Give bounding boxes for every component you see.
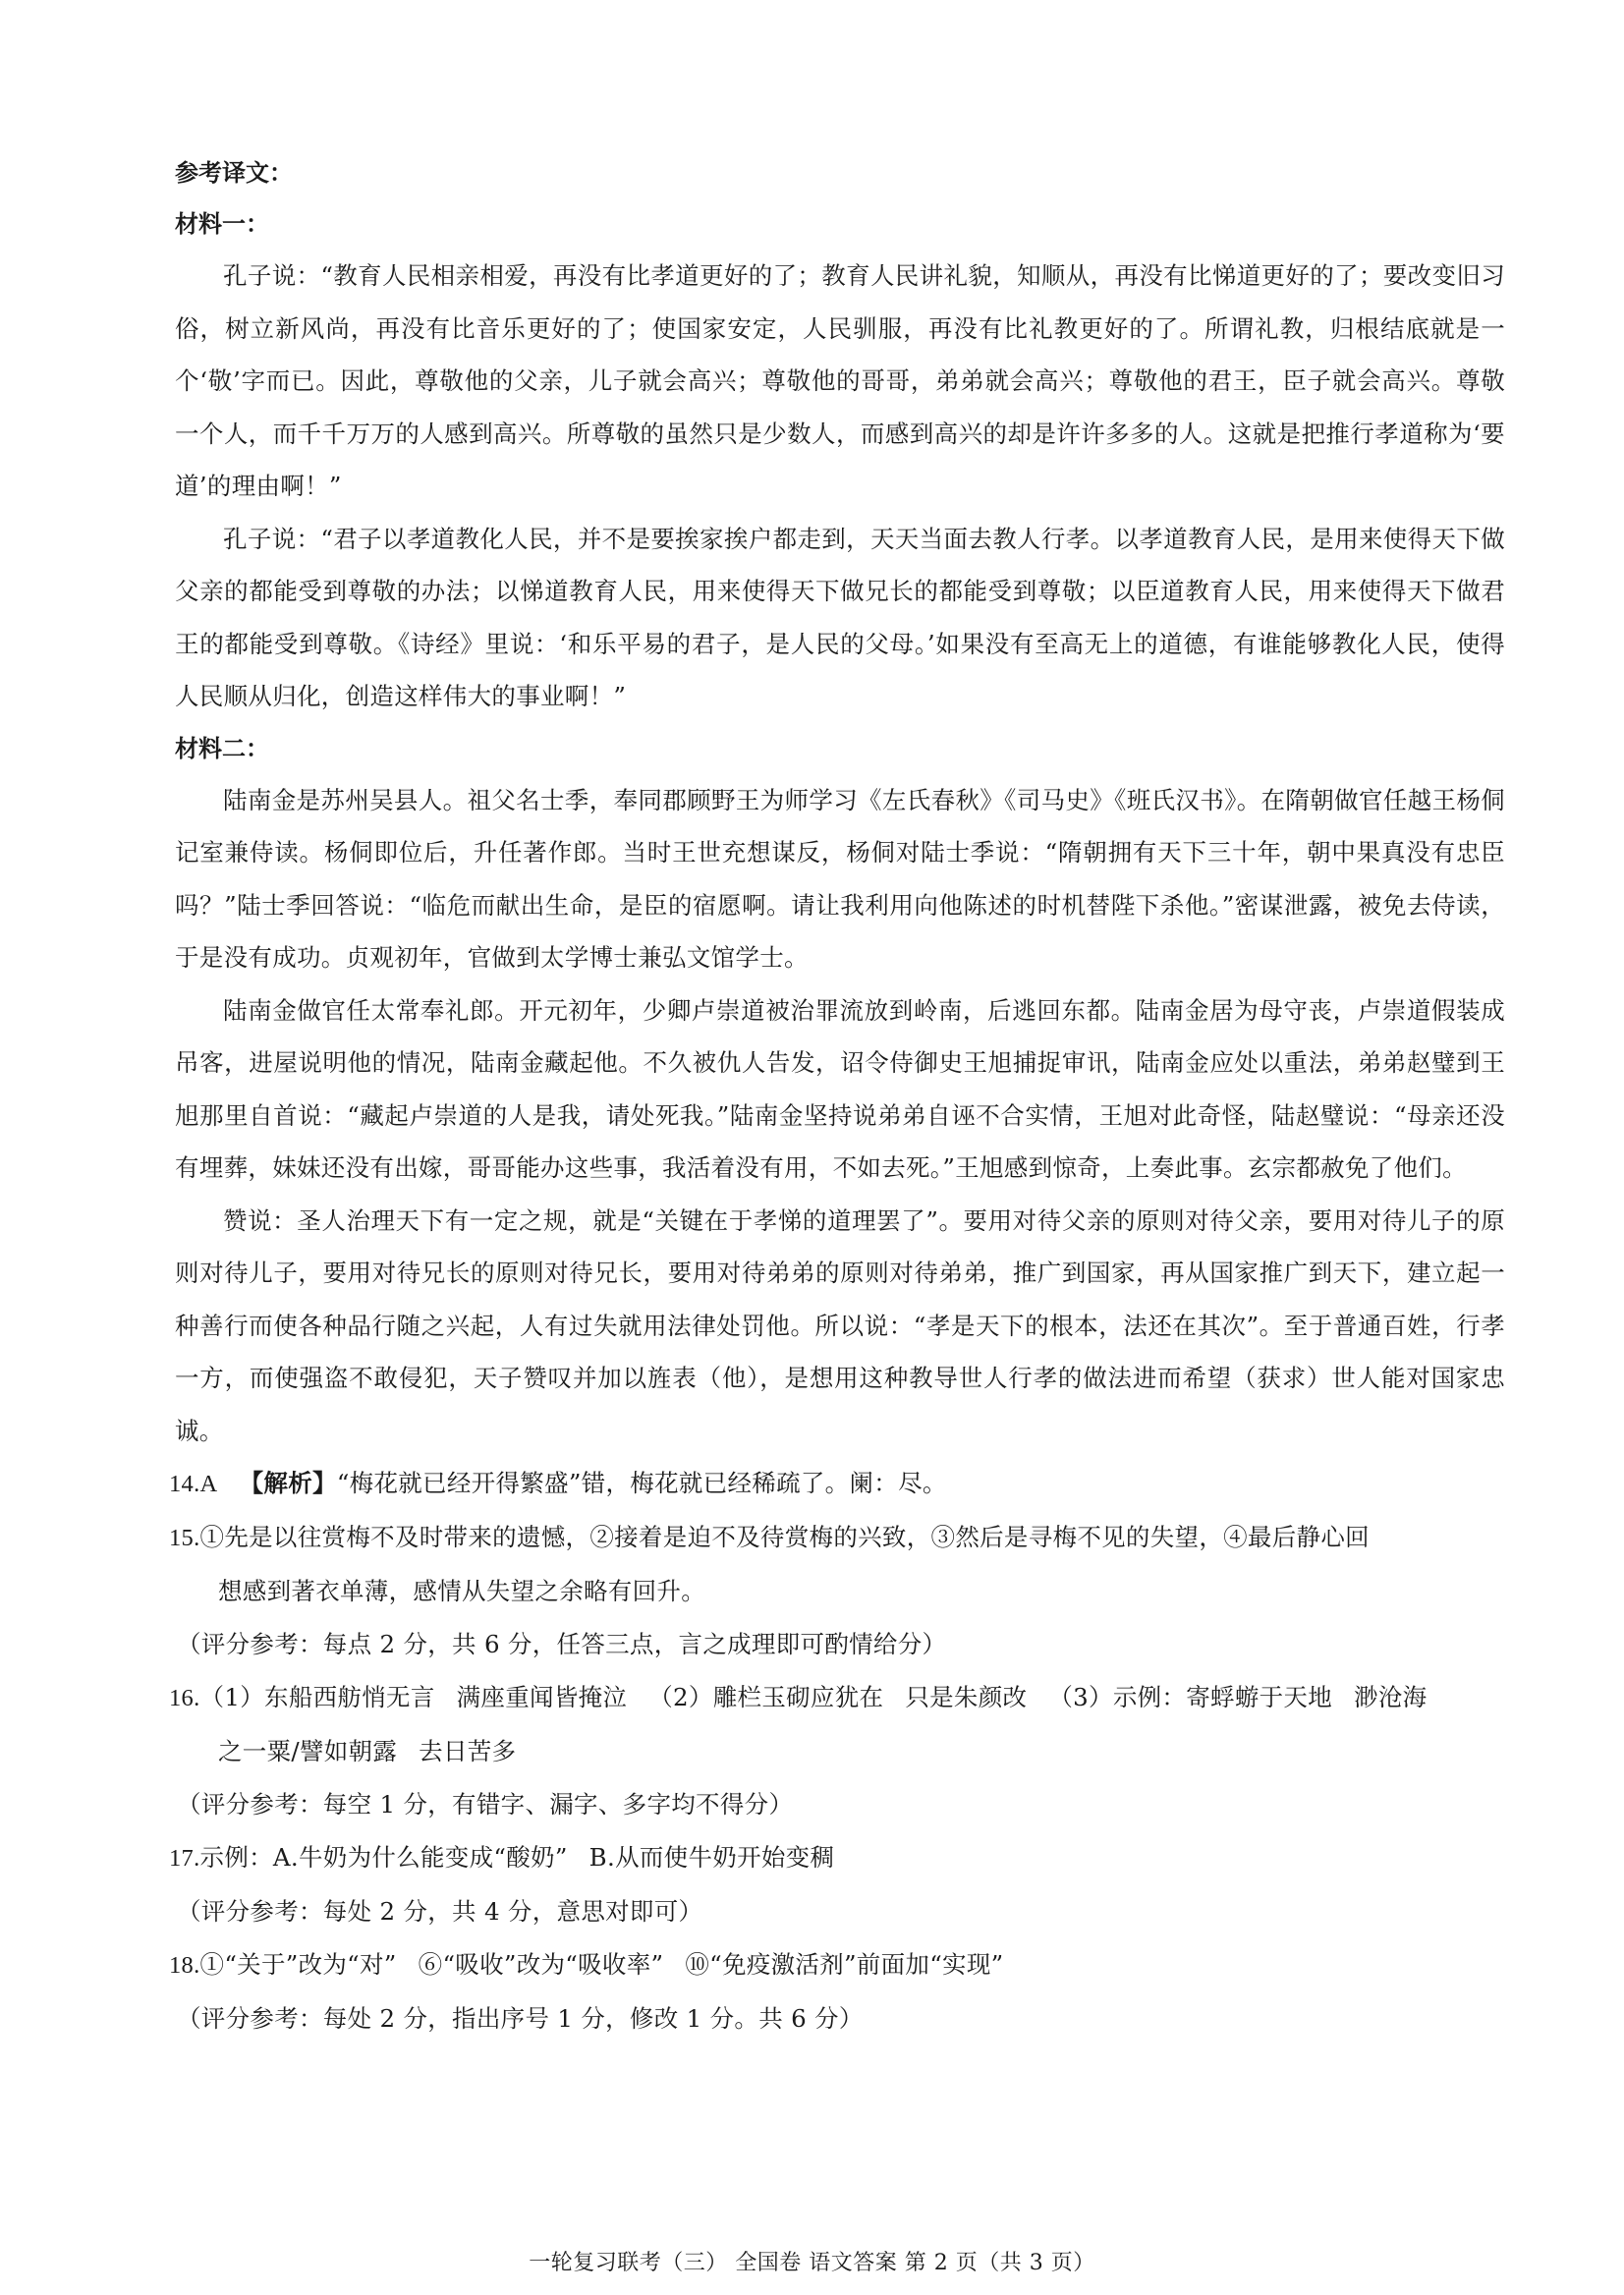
material2-paragraph: 陆南金做官任太常奉礼郎。开元初年，少卿卢崇道被治罪流放到岭南，后逃回东都。陆南金居为母守丧，卢崇道假装成吊客，进屋说明他的情况，陆南金藏起他。不久被仇人告发，诏令侍御史王旭捕捉审讯，陆南金应处以重法，弟弟赵璧到王旭那里自首说：“藏起卢崇道的人是我，请处死我。”陆南金坚持说弟弟自诬不合实情，王旭对此奇怪，陆赵璧说：“母亲还没有埋葬，妹妹还没有出嫁，哥哥能办这些事，我活着没有用，不如去死。”王旭感到惊奇，上奏此事。玄宗都赦免了他们。 (175, 995, 1505, 1182)
material2-paragraph: 陆南金是苏州吴县人。祖父名士季，奉同郡顾野王为师学习《左氏春秋》《司马史》《班氏汉书》。在隋朝做官任越王杨侗记室兼侍读。杨侗即位后，升任著作郎。当时王世充想谋反，杨侗对陆士季说：“隋朝拥有天下三十年，朝中果真没有忠臣吗？”陆士季回答说：“临危而献出生命，是臣的宿愿啊。请让我利用向他陈述的时机替陛下杀他。”密谋泄露，被免去侍读，于是没有成功。贞观初年，官做到太学博士兼弘文馆学士。 (175, 785, 1505, 972)
scoring-note: （评分参考：每空 1 分，有错字、漏字、多字均不得分） (177, 1790, 794, 1819)
question-number: 18. (169, 1952, 200, 1979)
question-14 (169, 1457, 1505, 1511)
material1-paragraph: 孔子说：“教育人民相亲相爱，再没有比孝道更好的了；教育人民讲礼貌，知顺从，再没有比悌道更好的了；要改变旧习俗，树立新风尚，再没有比音乐更好的了；使国家安定，人民驯服，再没有比礼教更好的了。所谓礼教，归根结底就是一个‘敬’字而已。因此，尊敬他的父亲，儿子就会高兴；尊敬他的哥哥，弟弟就会高兴；尊敬他的君王，臣子就会高兴。尊敬一个人，而千千万万的人感到高兴。所尊敬的虽然只是少数人，而感到高兴的却是许许多多的人。这就是把推行孝道称为‘要道’的理由啊！” (175, 261, 1505, 500)
question-15 (169, 1511, 1505, 1565)
answer-continuation: 想感到著衣单薄，感情从失望之余略有回升。 (218, 1577, 705, 1605)
answer-text: 示例：A.牛奶为什么能变成“酸奶” (199, 1843, 568, 1872)
question-16 (169, 1671, 1505, 1725)
question-number: 17. (169, 1845, 200, 1872)
answer-text: 满座重闻皆掩泣 (456, 1683, 628, 1711)
material2-heading: 材料二： (175, 734, 269, 762)
question-17 (169, 1831, 1505, 1885)
answer-text: 只是朱颜改 (905, 1683, 1028, 1711)
answer-text: B.从而使牛奶开始变稠 (588, 1843, 835, 1872)
question-number: 16. (169, 1685, 200, 1711)
question-18 (169, 1938, 1505, 1992)
scoring-note: （评分参考：每点 2 分，共 6 分，任答三点，言之成理即可酌情给分） (177, 1630, 947, 1658)
answer-text: ①“关于”改为“对” (199, 1950, 397, 1979)
answer-text: 之一粟/譬如朝露 (218, 1737, 398, 1765)
answer-text: ⑥“吸收”改为“吸收率” (418, 1950, 664, 1979)
scoring-note: （评分参考：每处 2 分，共 4 分，意思对即可） (177, 1897, 703, 1926)
answer-text: （1）东船西舫悄无言 (199, 1683, 435, 1711)
answer-page (169, 147, 1505, 2045)
translation-heading: 参考译文： (175, 159, 293, 187)
answer-text: ⑩“免疫激活剂”前面加“实现” (685, 1950, 1004, 1979)
page-footer: 一轮复习联考（三） 全国卷 语文答案 第 2 页（共 3 页） (529, 2251, 1095, 2275)
material1-heading: 材料一： (175, 210, 269, 238)
material2-paragraph: 赞说：圣人治理天下有一定之规，就是“关键在于孝悌的道理罢了”。要用对待父亲的原则对待父亲，要用对待儿子的原则对待儿子，要用对待兄长的原则对待兄长，要用对待弟弟的原则对待弟弟，推广到国家，再从国家推广到天下，建立起一种善行而使各种品行随之兴起，人有过失就用法律处罚他。所以说：“孝是天下的根本，法还在其次”。至于普通百姓，行孝一方，而使强盗不敢侵犯，天子赞叹并加以旌表（他），是想用这种教导世人行孝的做法进而希望（获求）世人能对国家忠诚。 (175, 1205, 1505, 1445)
question-number: 14.A (169, 1471, 218, 1497)
analysis-tag: 【解析】 (239, 1469, 337, 1497)
answer-continuation (169, 1725, 1505, 1778)
answer-text: “梅花就已经开得繁盛”错，梅花就已经稀疏了。阑：尽。 (336, 1469, 947, 1497)
question-number: 15. (169, 1525, 200, 1551)
answer-text: （2）雕栏玉砌应犹在 (648, 1683, 884, 1711)
answer-text: （3）示例：寄蜉蝣于天地 (1048, 1683, 1333, 1711)
answer-text: 去日苦多 (419, 1737, 517, 1765)
answer-text: ①先是以往赏梅不及时带来的遗憾，②接着是迫不及待赏梅的兴致，③然后是寻梅不见的失望，④最后静心回 (199, 1523, 1370, 1551)
material1-paragraph: 孔子说：“君子以孝道教化人民，并不是要挨家挨户都走到，天天当面去教人行孝。以孝道教育人民，是用来使得天下做父亲的都能受到尊敬的办法；以悌道教育人民，用来使得天下做兄长的都能受到尊敬；以臣道教育人民，用来使得天下做君王的都能受到尊敬。《诗经》里说：‘和乐平易的君子，是人民的父母。’如果没有至高无上的道德，有谁能够教化人民，使得人民顺从归化，创造这样伟大的事业啊！” (175, 524, 1505, 710)
answer-text: 渺沧海 (1354, 1683, 1428, 1711)
scoring-note: （评分参考：每处 2 分，指出序号 1 分，修改 1 分。共 6 分） (177, 2004, 864, 2033)
